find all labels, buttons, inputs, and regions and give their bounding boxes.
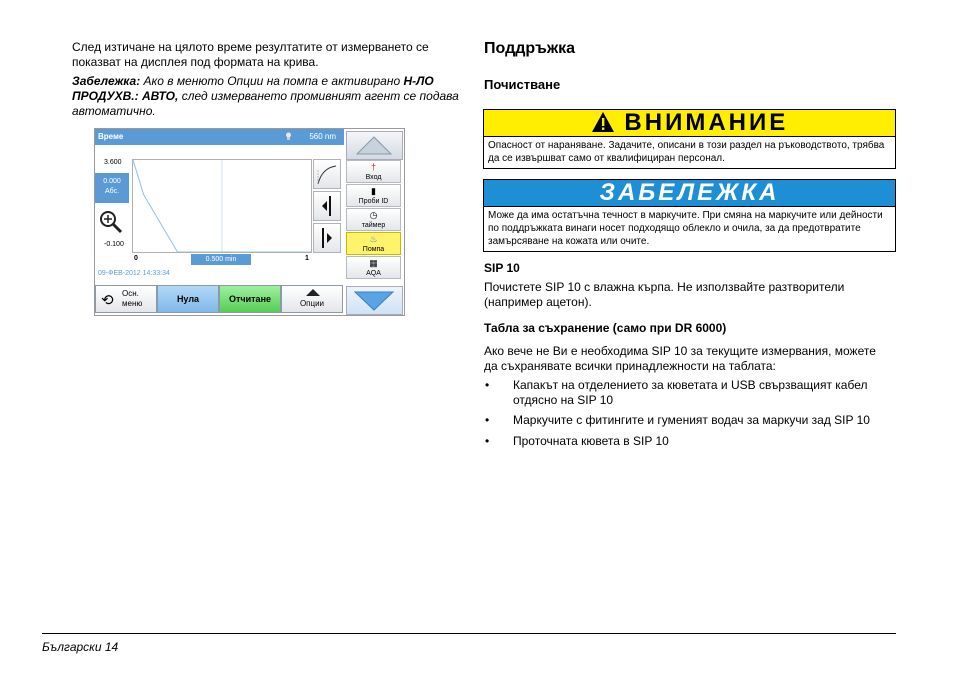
main-menu-label — [122, 289, 142, 309]
list-item: Проточната кювета в SIP 10 — [513, 434, 669, 448]
note-text-a: Ако в менюто Опции на помпа е активирано — [140, 74, 404, 88]
bullet-marker: • — [485, 378, 490, 392]
instrument-screenshot — [94, 128, 405, 316]
y-tick-min: -0.100 — [104, 241, 124, 248]
zero-button[interactable]: Нула — [157, 285, 219, 313]
note-box — [483, 179, 896, 252]
side-label-pump: Помпа — [362, 246, 385, 253]
bullet-marker: • — [485, 413, 490, 427]
sip-paragraph: Почистете SIP 10 с влажна кърпа. Не използвайте разтворители (например ацетон). — [484, 280, 845, 309]
main-menu-label-2: меню — [122, 299, 143, 308]
arrow-down-icon — [347, 287, 402, 314]
side-label-aqa: AQA — [366, 270, 381, 277]
warning-title: ВНИМАНИЕ — [624, 109, 789, 136]
side-label-input: Вход — [365, 174, 382, 181]
current-value: 0.000 — [103, 178, 121, 185]
side-button-aqa[interactable] — [346, 256, 401, 279]
note-header: ЗАБЕЛЕЖКА — [484, 180, 895, 207]
warning-text: Опасност от нараняване. Задачите, описани в този раздел на ръководството, трябва да се извършват само от квалифициран персонал. — [488, 140, 885, 164]
list-item: Маркучите с фитингите и гуменият водач за маркучи зад SIP 10 — [513, 413, 870, 427]
subsection-heading: Почистване — [484, 77, 561, 92]
warning-box — [483, 109, 896, 169]
cursor-left-icon — [314, 192, 340, 220]
note-label: Забележка: — [72, 74, 141, 88]
cursor-right-icon — [314, 224, 340, 252]
options-label: Опции — [299, 299, 325, 308]
side-button-timer[interactable] — [346, 208, 401, 231]
side-button-pump[interactable] — [346, 232, 401, 255]
input-icon: † — [370, 162, 376, 172]
read-button[interactable]: Отчитане — [219, 285, 281, 313]
current-unit: Абс. — [104, 188, 120, 195]
aqa-icon: ▦ — [369, 258, 378, 268]
side-label-timer: таймер — [361, 222, 386, 229]
x-marker-label: 0.500 min — [191, 254, 251, 265]
side-button-input[interactable] — [346, 160, 401, 183]
tray-paragraph: Ако вече не Ви е необходима SIP 10 за текущите измервания, можете да съхранявате всички принадлежности на таблата: — [484, 344, 876, 373]
screen-title: Време — [98, 132, 124, 141]
sample-id-icon: ▮ — [371, 186, 376, 196]
intro-paragraph: След изтичане на цялото време резултатите от измерването се показват на дисплея под формата на крива. — [72, 40, 429, 69]
wavelength-readout: 560 nm — [309, 132, 336, 141]
cursor-left-button[interactable] — [313, 191, 341, 221]
footer-page: Български 14 — [42, 640, 119, 654]
main-menu-label-1: Осн. — [122, 289, 139, 298]
scroll-down-button[interactable] — [346, 286, 403, 315]
y-tick-max: 3.600 — [104, 159, 122, 166]
warning-triangle-icon — [591, 111, 615, 133]
curve-fit-button[interactable] — [313, 159, 341, 189]
scroll-up-button[interactable] — [346, 131, 403, 160]
cursor-right-button[interactable] — [313, 223, 341, 253]
current-value-box — [95, 173, 129, 203]
options-button[interactable] — [281, 285, 343, 313]
sip-heading: SIP 10 — [484, 261, 520, 275]
plot-area — [132, 159, 312, 253]
side-button-sample-id[interactable] — [346, 184, 401, 207]
lamp-icon — [285, 132, 292, 141]
list-item: Капакът на отделението за кюветата и USB свързващият кабел отдясно на SIP 10 — [513, 378, 868, 407]
note-paragraph — [72, 74, 462, 119]
side-label-sample-id: Проби ID — [358, 198, 389, 205]
warning-header — [484, 110, 895, 137]
tray-heading: Табла за съхранение (само при DR 6000) — [484, 321, 727, 335]
bullet-marker: • — [485, 434, 490, 448]
options-arrow-icon — [306, 289, 320, 297]
curve-plot — [133, 160, 311, 252]
x-tick-start: 0 — [134, 255, 138, 262]
pump-icon: ♨ — [369, 234, 378, 244]
timestamp: 09-ФЕВ-2012 14:33:34 — [98, 270, 170, 277]
back-arrow-icon: ⟲ — [101, 292, 114, 309]
main-menu-button[interactable] — [95, 285, 157, 313]
screen-title-bar — [95, 129, 344, 145]
timer-icon: ◷ — [369, 210, 378, 220]
note-setting: Н-ЛО ПРОДУХВ.: АВТО, — [72, 74, 434, 103]
footer-rule — [42, 633, 896, 634]
zoom-icon[interactable] — [98, 209, 124, 235]
curve-icon — [314, 160, 340, 188]
arrow-up-icon — [347, 132, 402, 159]
section-heading: Поддръжка — [484, 40, 576, 57]
note-text-c: след измерването промивният агент се подава автоматично. — [72, 89, 459, 118]
note-box-text: Може да има остатъчна течност в маркучите. При смяна на маркучите или дейности по поддръжката винаги носет подходящо облекло и очила, за да предотвратите замърсяване на кожата или очите. — [488, 210, 883, 247]
x-tick-end: 1 — [305, 255, 309, 262]
